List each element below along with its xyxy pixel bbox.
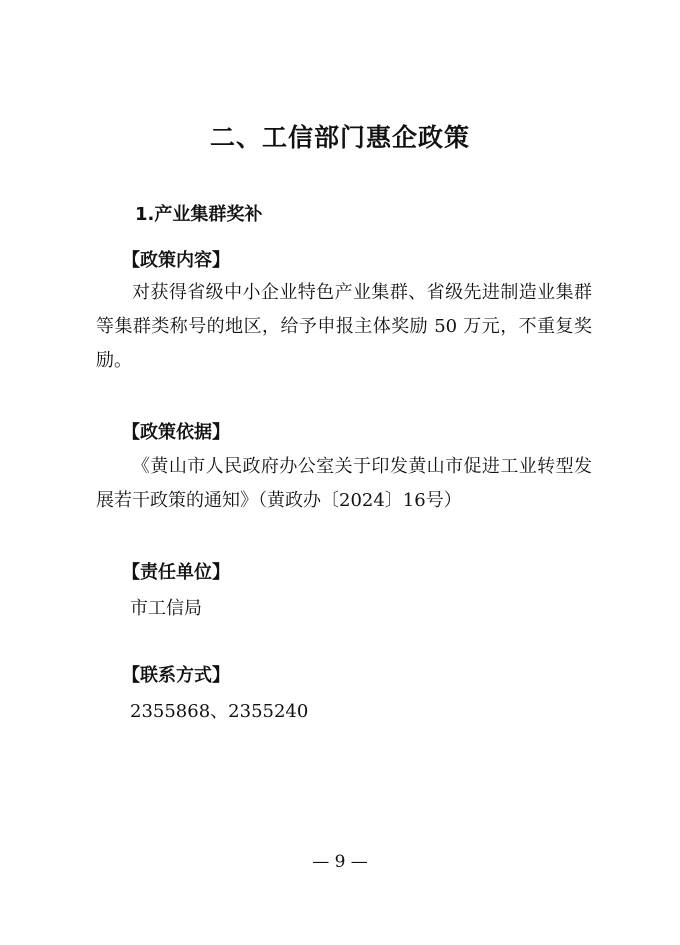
policy-basis-text: 《黄山市人民政府办公室关于印发黄山市促进工业转型发展若干政策的通知》（黄政办〔2024〕16号） [96,456,592,511]
policy-content-label: 【政策内容】 [122,250,230,271]
page-number: — 9 — [312,852,368,872]
contact-label: 【联系方式】 [122,665,230,686]
section-heading: 1.产业集群奖补 [135,204,263,225]
page-title: 二、工信部门惠企政策 [209,123,470,152]
responsible-unit-text: 市工信局 [130,598,202,619]
policy-content-text: 对获得省级中小企业特色产业集群、省级先进制造业集群等集群类称号的地区，给予申报主体奖励 50 万元，不重复奖励。 [96,282,592,371]
contact-text: 2355868、2355240 [130,701,309,722]
responsible-unit-label: 【责任单位】 [122,562,230,583]
policy-basis-label: 【政策依据】 [122,422,230,443]
